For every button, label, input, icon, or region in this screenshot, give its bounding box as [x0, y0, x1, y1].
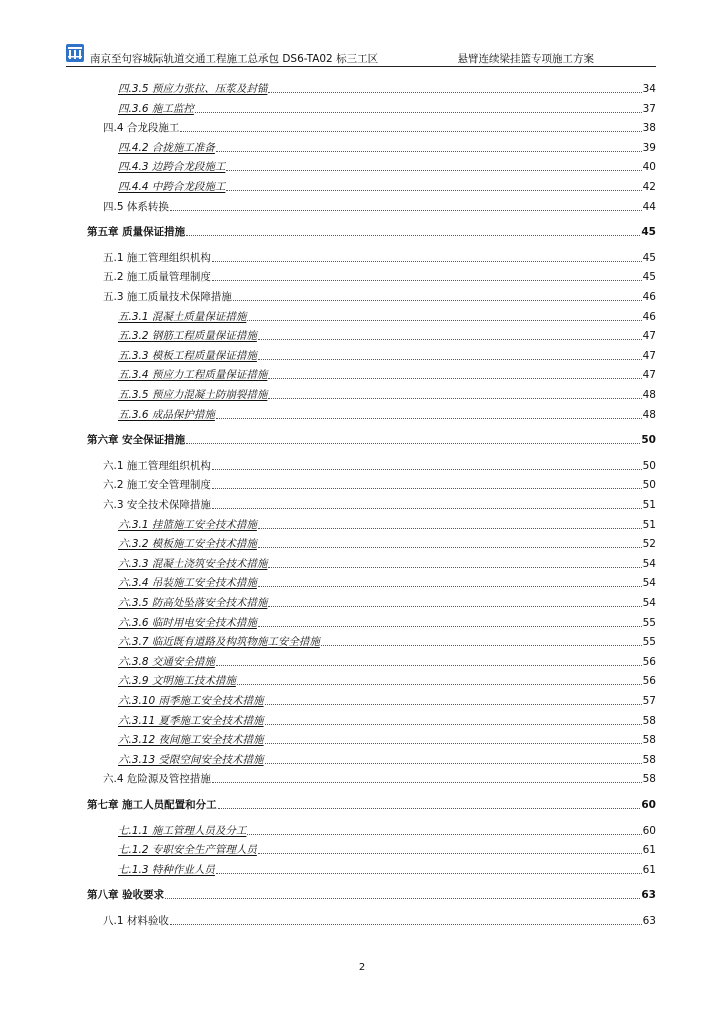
toc-entry[interactable]	[118, 80, 656, 96]
toc-leader-dots	[165, 897, 640, 899]
toc-leader-dots	[180, 130, 641, 132]
toc-leader-dots	[258, 338, 642, 340]
toc-entry-title: 五.2 施工质量管理制度	[103, 271, 211, 284]
toc-leader-dots	[212, 781, 642, 783]
toc-entry-page: 60	[642, 824, 656, 837]
toc-leader-dots	[216, 417, 642, 419]
toc-entry[interactable]	[118, 406, 656, 422]
toc-leader-dots	[268, 397, 641, 399]
toc-entry-title: 六.3.12 夜间施工安全技术措施	[118, 734, 264, 747]
header-document-title: 悬臂连续梁挂篮专项施工方案	[457, 53, 594, 65]
toc-entry-page: 50	[642, 459, 656, 472]
toc-leader-dots	[265, 742, 642, 744]
toc-entry-title: 六.3.5 防高处坠落安全技术措施	[118, 597, 268, 609]
toc-leader-dots	[170, 209, 642, 211]
toc-leader-dots	[247, 833, 641, 835]
toc-entry[interactable]	[118, 516, 656, 532]
toc-entry-title: 七.1.2 专职安全生产管理人员	[118, 844, 257, 857]
toc-entry-page: 45	[642, 271, 656, 284]
toc-entry[interactable]	[118, 731, 656, 747]
toc-entry-page: 56	[642, 675, 656, 688]
toc-leader-dots	[265, 723, 642, 725]
toc-leader-dots	[258, 358, 642, 360]
toc-leader-dots	[216, 150, 642, 152]
toc-entry-page: 42	[642, 181, 656, 193]
toc-entry-page: 45	[641, 226, 656, 239]
toc-entry[interactable]	[118, 347, 656, 363]
toc-entry[interactable]	[103, 912, 656, 928]
toc-leader-dots	[170, 923, 642, 925]
toc-leader-dots	[226, 189, 641, 191]
toc-leader-dots	[212, 487, 642, 489]
toc-entry[interactable]	[87, 796, 656, 812]
toc-entry-page: 47	[642, 369, 656, 382]
toc-entry-title: 四.4.4 中跨合龙段施工	[118, 181, 226, 193]
toc-entry-page: 55	[642, 636, 656, 649]
toc-entry[interactable]	[103, 288, 656, 304]
toc-entry-title: 六.3.10 雨季施工安全技术措施	[118, 695, 264, 707]
toc-leader-dots	[218, 807, 641, 809]
toc-entry[interactable]	[118, 751, 656, 767]
toc-entry[interactable]	[118, 614, 656, 630]
toc-entry-page: 38	[642, 122, 656, 135]
toc-leader-dots	[268, 91, 641, 93]
toc-leader-dots	[237, 683, 642, 685]
toc-entry-page: 48	[642, 389, 656, 401]
toc-entry-title: 四.4.2 合拢施工准备	[118, 141, 215, 154]
toc-entry-title: 六.2 施工安全管理制度	[103, 479, 211, 492]
toc-entry-title: 六.4 危险源及管控措施	[103, 773, 211, 786]
toc-entry-title: 五.3.6 成品保护措施	[118, 408, 215, 421]
toc-entry-page: 55	[642, 616, 656, 629]
toc-entry[interactable]	[118, 653, 656, 669]
toc-entry-page: 58	[642, 714, 656, 727]
toc-entry[interactable]	[118, 594, 656, 610]
toc-entry-page: 61	[642, 863, 656, 876]
toc-entry-page: 51	[642, 499, 656, 511]
toc-leader-dots	[258, 625, 642, 627]
toc-entry-title: 六.3.8 交通安全措施	[118, 655, 215, 668]
toc-entry[interactable]	[118, 861, 656, 877]
toc-entry-page: 54	[642, 577, 656, 590]
toc-entry[interactable]	[87, 886, 656, 902]
toc-entry-title: 六.3.11 夏季施工安全技术措施	[118, 714, 264, 727]
toc-leader-dots	[265, 703, 642, 705]
toc-leader-dots	[265, 762, 642, 764]
toc-entry[interactable]	[103, 496, 656, 512]
toc-entry[interactable]	[103, 198, 656, 214]
toc-entry[interactable]	[118, 327, 656, 343]
toc-entry-title: 五.1 施工管理组织机构	[103, 251, 211, 264]
toc-entry[interactable]	[118, 712, 656, 728]
toc-entry[interactable]	[103, 476, 656, 492]
toc-entry[interactable]	[87, 223, 656, 239]
toc-leader-dots	[186, 234, 640, 236]
toc-leader-dots	[186, 442, 640, 444]
toc-entry[interactable]	[118, 822, 656, 838]
toc-entry-title: 第七章 施工人员配置和分工	[87, 799, 217, 811]
toc-entry-title: 七.1.1 施工管理人员及分工	[118, 824, 247, 837]
toc-entry[interactable]	[118, 100, 656, 116]
toc-entry-page: 34	[642, 83, 656, 95]
toc-leader-dots	[268, 377, 641, 379]
toc-entry-page: 61	[642, 844, 656, 857]
toc-entry-page: 54	[642, 597, 656, 609]
toc-entry-page: 50	[641, 434, 656, 447]
toc-entry-title: 五.3.4 预应力工程质量保证措施	[118, 369, 268, 382]
header-project-title: 南京至句容城际轨道交通工程施工总承包 DS6-TA02 标三工区	[90, 53, 379, 65]
toc-entry[interactable]	[118, 555, 656, 571]
toc-leader-dots	[258, 585, 642, 587]
toc-entry[interactable]	[103, 268, 656, 284]
toc-entry-title: 五.3.1 混凝土质量保证措施	[118, 310, 247, 323]
toc-entry[interactable]	[118, 535, 656, 551]
toc-entry[interactable]	[118, 574, 656, 590]
toc-entry-page: 47	[642, 349, 656, 362]
toc-entry-page: 58	[642, 753, 656, 766]
toc-entry[interactable]	[118, 308, 656, 324]
toc-entry-title: 四.5 体系转换	[103, 200, 169, 213]
toc-entry-title: 六.3.13 受限空间安全技术措施	[118, 753, 264, 766]
toc-leader-dots	[258, 852, 642, 854]
toc-leader-dots	[216, 872, 642, 874]
toc-entry[interactable]	[118, 178, 656, 194]
toc-entry-page: 54	[642, 557, 656, 570]
toc-entry[interactable]	[118, 139, 656, 155]
toc-leader-dots	[233, 299, 642, 301]
toc-entry[interactable]	[118, 841, 656, 857]
toc-leader-dots	[258, 527, 642, 529]
toc-entry-page: 63	[642, 915, 656, 927]
toc-entry-page: 44	[642, 200, 656, 213]
toc-entry-title: 五.3.5 预应力混凝土防崩裂措施	[118, 389, 268, 401]
toc-entry[interactable]	[118, 366, 656, 382]
toc-entry-title: 六.3.9 文明施工技术措施	[118, 675, 236, 688]
toc-entry-title: 四.3.6 施工监控	[118, 102, 194, 115]
toc-entry-title: 六.1 施工管理组织机构	[103, 459, 211, 472]
toc-leader-dots	[247, 319, 641, 321]
toc-entry-page: 58	[642, 773, 656, 786]
toc-leader-dots	[212, 279, 642, 281]
toc-entry-title: 四.3.5 预应力张拉、压浆及封锚	[118, 83, 268, 95]
toc-entry[interactable]	[118, 672, 656, 688]
toc-entry[interactable]	[103, 119, 656, 135]
toc-leader-dots	[212, 507, 642, 509]
toc-entry[interactable]	[118, 386, 656, 402]
toc-entry-page: 57	[642, 695, 656, 707]
toc-entry[interactable]	[118, 692, 656, 708]
toc-entry-page: 46	[642, 310, 656, 323]
toc-entry-title: 六.3.1 挂篮施工安全技术措施	[118, 518, 257, 531]
toc-entry-title: 第五章 质量保证措施	[87, 226, 186, 239]
toc-entry-title: 五.3 施工质量技术保障措施	[103, 291, 232, 303]
toc-entry-title: 六.3.3 混凝土浇筑安全技术措施	[118, 557, 268, 570]
toc-leader-dots	[268, 566, 641, 568]
toc-entry-title: 五.3.2 钢筋工程质量保证措施	[118, 330, 257, 343]
page-number: 2	[358, 962, 366, 973]
toc-entry-page: 37	[642, 102, 656, 115]
toc-entry-title: 四.4.3 边跨合龙段施工	[118, 161, 226, 174]
toc-leader-dots	[321, 644, 642, 646]
toc-entry-page: 52	[642, 538, 656, 551]
toc-leader-dots	[226, 169, 641, 171]
toc-leader-dots	[212, 468, 642, 470]
toc-entry-page: 51	[642, 518, 656, 531]
toc-entry[interactable]	[87, 431, 656, 447]
toc-entry-title: 五.3.3 模板工程质量保证措施	[118, 349, 257, 362]
toc-entry[interactable]	[103, 770, 656, 786]
toc-leader-dots	[195, 111, 642, 113]
toc-entry-title: 六.3.2 模板施工安全技术措施	[118, 538, 257, 551]
toc-entry-page: 48	[642, 408, 656, 421]
toc-entry-page: 40	[642, 161, 656, 174]
toc-entry-page: 56	[642, 655, 656, 668]
toc-entry-page: 46	[642, 291, 656, 303]
toc-entry-title: 六.3.6 临时用电安全技术措施	[118, 616, 257, 629]
toc-entry-title: 七.1.3 特种作业人员	[118, 863, 215, 876]
toc-entry-title: 第六章 安全保证措施	[87, 434, 186, 447]
toc-leader-dots	[268, 605, 641, 607]
toc-entry-page: 47	[642, 330, 656, 343]
toc-entry-title: 六.3.7 临近既有道路及构筑物施工安全措施	[118, 636, 320, 649]
toc-entry-page: 58	[642, 734, 656, 747]
toc-entry-page: 45	[642, 251, 656, 264]
toc-entry[interactable]	[118, 633, 656, 649]
toc-entry-title: 六.3 安全技术保障措施	[103, 499, 211, 511]
toc-entry-title: 四.4 合龙段施工	[103, 122, 180, 135]
toc-entry[interactable]	[103, 457, 656, 473]
toc-entry-title: 第八章 验收要求	[87, 889, 165, 902]
toc-leader-dots	[258, 546, 642, 548]
toc-entry-page: 50	[642, 479, 656, 492]
toc-entry-page: 63	[641, 889, 656, 902]
toc-entry-title: 八.1 材料验收	[103, 915, 169, 927]
toc-entry[interactable]	[103, 249, 656, 265]
toc-leader-dots	[212, 260, 642, 262]
toc-entry-page: 39	[642, 141, 656, 154]
toc-entry-title: 六.3.4 吊装施工安全技术措施	[118, 577, 257, 590]
toc-leader-dots	[216, 664, 642, 666]
toc-entry-page: 60	[641, 799, 656, 811]
toc-entry[interactable]	[118, 158, 656, 174]
